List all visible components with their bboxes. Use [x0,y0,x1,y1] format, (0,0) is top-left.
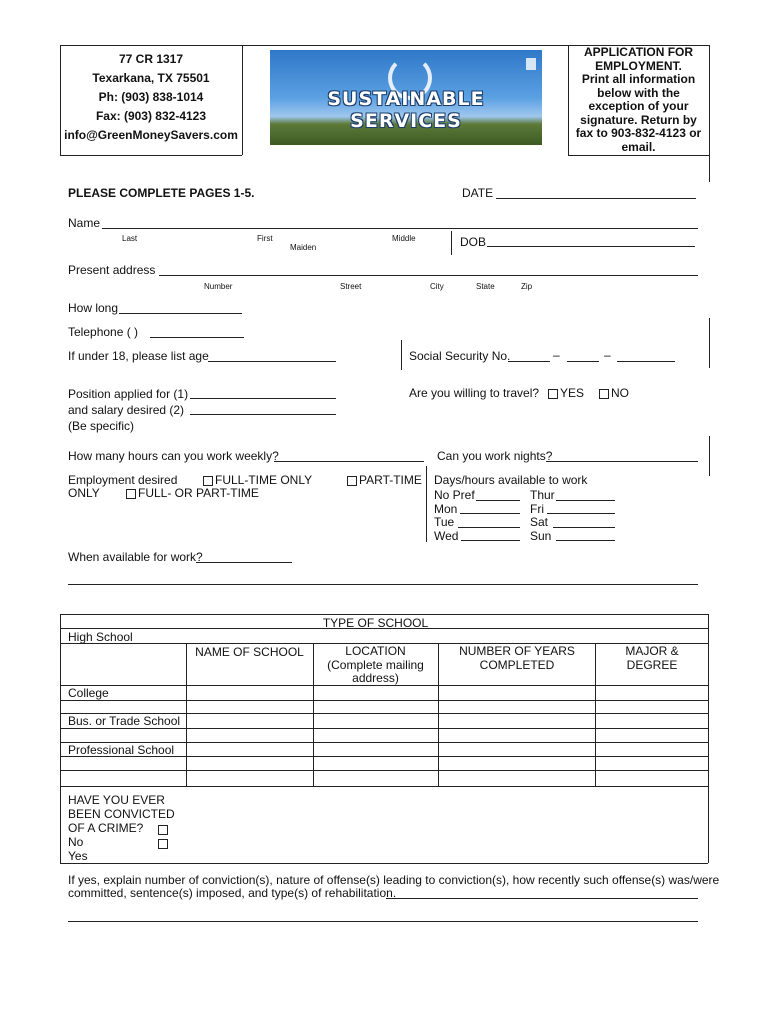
company-logo [270,50,542,145]
full-time-only-option[interactable] [203,473,312,487]
position-field-2[interactable] [190,414,336,415]
date-label: DATE [462,186,494,200]
major-degree-header: MAJOR & DEGREE [625,644,679,672]
crime-question-line: HAVE YOU EVER [68,793,165,807]
when-available-label: When available for work? [68,550,203,564]
only-label: ONLY [68,486,100,500]
note-line: exception of your [588,99,689,113]
middle-sublabel: Middle [392,234,416,243]
fri-field[interactable] [547,513,615,514]
present-address-label: Present address [68,263,156,277]
ssn-field-2[interactable] [567,361,599,362]
part-time-option[interactable] [347,473,422,487]
dob-label: DOB [460,235,487,249]
note-line: EMPLOYMENT. [595,58,682,73]
first-sublabel: First [257,234,273,243]
company-address [62,50,240,145]
application-note [570,46,707,154]
note-line: APPLICATION FOR [583,45,694,59]
checkbox-icon[interactable] [126,489,136,499]
under18-field[interactable] [208,361,336,362]
crime-question-line: BEEN CONVICTED [68,807,175,821]
crime-no-label: No [68,835,84,849]
city-sublabel: City [430,282,444,291]
day-label: Sun [530,528,552,543]
day-label: Sat [530,515,549,529]
tue-field[interactable] [458,527,520,528]
crime-question-line: OF A CRIME? [68,821,144,835]
position-block [68,386,188,434]
position-field-1[interactable] [190,398,336,399]
day-label: Tue [434,515,455,529]
energy-star-icon [526,58,536,70]
no-label: NO [611,386,629,400]
number-sublabel: Number [204,282,233,291]
instructions: PLEASE COMPLETE PAGES 1-5. [68,186,255,200]
checkbox-icon[interactable] [347,476,357,486]
day-label: Mon [434,501,458,516]
name-of-school-header: NAME OF SCHOOL [195,645,304,659]
nights-label: Can you work nights? [437,449,553,463]
ssn-dash: – [604,348,611,362]
maiden-sublabel: Maiden [290,243,317,252]
ssn-field-3[interactable] [617,361,675,362]
be-specific-label: (Be specific) [68,419,135,433]
position-label: Position applied for (1) [68,387,189,401]
years-completed-header: NUMBER OF YEARS COMPLETED [459,644,575,672]
note-line: signature. Return by [580,112,697,127]
nights-field[interactable] [546,461,698,462]
full-or-part-option[interactable] [126,486,259,500]
sat-field[interactable] [553,527,615,528]
date-field[interactable] [496,198,696,199]
travel-no-option[interactable] [599,386,629,400]
crime-checkbox-icon[interactable] [158,825,168,835]
location-header: LOCATION (Complete mailing address) [327,644,424,685]
explain-field[interactable] [386,898,698,899]
thur-field[interactable] [556,500,615,501]
sun-field[interactable] [556,540,615,541]
crime-no-checkbox-icon[interactable] [158,839,168,849]
under18-label: If under 18, please list age [68,349,209,363]
address-line: Texarkana, TX 75501 [92,71,210,85]
explain-extra-line[interactable] [68,921,698,922]
ssn-field-1[interactable] [508,361,550,362]
wed-field[interactable] [461,540,520,541]
phone-line: Ph: (903) 838-1014 [98,90,204,104]
ssn-label: Social Security No. [409,349,511,363]
day-label: No Pref [434,488,475,502]
name-field[interactable] [102,228,698,229]
employment-desired-label: Employment desired [68,473,178,487]
type-of-school-header: TYPE OF SCHOOL [322,616,429,630]
fax-line: Fax: (903) 832-4123 [95,109,207,123]
email-line: info@GreenMoneySavers.com [64,128,238,142]
last-sublabel: Last [122,234,138,243]
nopref-field[interactable] [476,500,520,501]
how-long-field[interactable] [119,313,242,314]
state-sublabel: State [476,282,495,291]
explain-line-1: If yes, explain number of conviction(s), nature of offense(s) leading to conviction(s), how recently such offense(s) was/were [68,873,720,887]
telephone-field[interactable] [150,337,244,338]
part-time-label: PART-TIME [359,473,422,487]
travel-label: Are you willing to travel? [409,386,540,400]
name-label: Name [68,216,101,230]
telephone-label: Telephone ( ) [68,325,139,339]
logo-text: SUSTAINABLE SERVICES [327,88,485,132]
day-label: Wed [434,528,459,543]
days-hours-label: Days/hours available to work [434,473,588,487]
crime-yes-label: Yes [68,849,88,863]
explain-line-2: committed, sentence(s) imposed, and type(s) of rehabilitation. [68,886,397,900]
day-label: Fri [530,501,544,516]
mon-field[interactable] [460,513,520,514]
day-label: Thur [530,488,555,502]
ssn-dash: – [553,348,560,362]
days-right-column [530,489,555,543]
address-line: 77 CR 1317 [118,52,184,66]
full-or-part-label: FULL- OR PART-TIME [138,486,259,500]
high-school-label: High School [68,630,133,644]
checkbox-icon[interactable] [548,389,558,399]
professional-school-label: Professional School [68,743,175,757]
note-line: below with the [597,85,680,100]
dob-field[interactable] [487,246,695,247]
travel-yes-option[interactable] [548,386,584,400]
checkbox-icon[interactable] [599,389,609,399]
yes-label: YES [560,386,585,400]
when-available-extra-line[interactable] [68,584,698,585]
hours-field[interactable] [274,461,424,462]
checkbox-icon[interactable] [203,476,213,486]
note-line: fax to 903-832-4123 or [575,126,702,140]
present-address-field[interactable] [159,275,698,276]
days-left-column [434,489,475,543]
salary-label: and salary desired (2) [68,403,185,417]
college-label: College [68,686,109,700]
when-available-field[interactable] [196,562,292,563]
note-line: Print all information [581,72,696,86]
full-time-only-label: FULL-TIME ONLY [215,473,313,487]
trade-school-label: Bus. or Trade School [68,714,181,728]
hours-label: How many hours can you work weekly? [68,449,279,463]
how-long-label: How long [68,301,119,315]
note-line: email. [621,139,656,154]
zip-sublabel: Zip [521,282,533,291]
street-sublabel: Street [340,282,362,291]
